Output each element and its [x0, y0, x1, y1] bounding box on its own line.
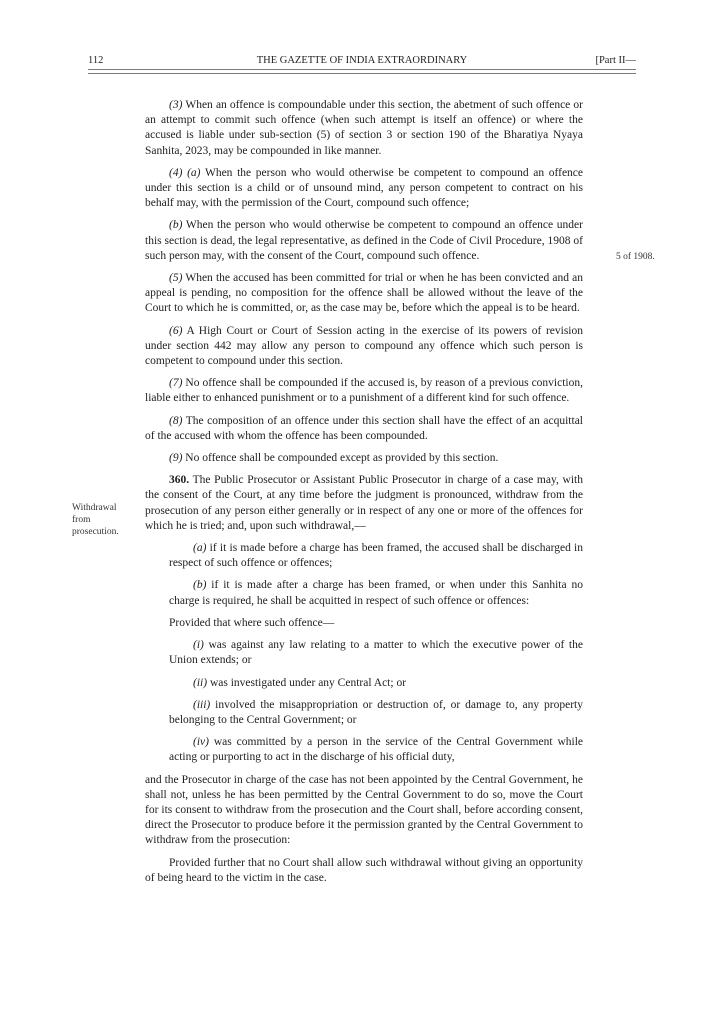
sub-clause-i: (i) was against any law relating to a matter to which the executive power of the Union extends; or — [169, 639, 583, 667]
sub-clause-ii: (ii) was investigated under any Central Act; or — [193, 676, 407, 689]
header-rule — [88, 69, 636, 74]
subsection-4a: (4) (a) When the person who would otherwise be competent to compound an offence under this section is a child or of unsound mind, any person competent to contract on his behalf may, with the permission of the Court, compound such offence; — [145, 166, 584, 210]
section-360: 360. The Public Prosecutor or Assistant Public Prosecutor in charge of a case may, with the consent of the Court, at any time before the judgment is pronounced, withdraw from the prosecution of any person either generally or in respect of any one or more of the offences for which he is tried; and, upon such withdrawal,— — [145, 474, 583, 532]
subsection-8: (8) The composition of an offence under this section shall have the effect of an acquittal of the accused with whom the offence has been compounded. — [145, 414, 583, 442]
subsection-7: (7) No offence shall be compounded if the accused is, by reason of a previous conviction, liable either to enhanced punishment or to a punishment of a different kind for such offence. — [145, 377, 583, 405]
subsection-4b: (b) When the person who would otherwise be competent to compound an offence under this section is dead, the legal representative, as defined in the Code of Civil Procedure, 1908 of such person may, with the consent of the Court, compound such offence. — [145, 219, 583, 262]
sub-clause-iv: (iv) was committed by a person in the service of the Central Government while acting or purporting to act in the discharge of his official duty, — [169, 736, 583, 764]
sub-clause-iii: (iii) involved the misappropriation or destruction of, or damage to, any property belonging to the Central Government; or — [169, 698, 583, 726]
document-body — [145, 98, 583, 893]
margin-note-section-heading: Withdrawal from prosecution. — [72, 503, 119, 537]
proviso-2: Provided further that no Court shall allow such withdrawal without giving an opportunity of being heard to the victim in the case. — [145, 856, 583, 884]
subsection-9: (9) No offence shall be compounded except as provided by this section. — [169, 452, 499, 465]
subsection-5: (5) When the accused has been committed for trial or when he has been convicted and an appeal is pending, no composition for the offence shall be allowed without the leave of the Court to which he is committed, or, as the case may be, before which the appeal is to be heard. — [145, 272, 583, 315]
subsection-6: (6) A High Court or Court of Session acting in the exercise of its powers of revision under section 442 may allow any person to compound any offence which such person is competent to compound under this section. — [145, 324, 583, 368]
subsection-3: (3) When an offence is compoundable under this section, the abetment of such offence or an attempt to commit such offence (when such attempt is itself an offence) or where the accused is liable under sub-section (5) of section 3 or section 190 of the Bharatiya Nyaya Sanhita, 2023, may be compounded in like manner. — [145, 99, 583, 157]
margin-note-act-ref: 5 of 1908. — [616, 252, 655, 262]
clause-a: (a) if it is made before a charge has been framed, the accused shall be discharged in respect of such offence or offences; — [169, 542, 583, 570]
clause-b: (b) if it is made after a charge has been framed, or when under this Sanhita no charge is required, he shall be acquitted in respect of such offence or offences: — [169, 579, 583, 607]
page-number: 112 — [88, 55, 104, 66]
gazette-title: THE GAZETTE OF INDIA EXTRAORDINARY — [256, 55, 468, 66]
closing-paragraph: and the Prosecutor in charge of the case has not been appointed by the Central Government, he shall not, unless he has been permitted by the Central Government to do so, move the Court for its consent to withdraw from the prosecution and the Court shall, before according consent, direct the Prosecutor to produce before it the permission granted by the Central Government to withdraw from the prosecution: — [145, 773, 583, 847]
part-label: [Part II— — [595, 55, 636, 66]
proviso-1: Provided that where such offence— — [169, 616, 335, 629]
